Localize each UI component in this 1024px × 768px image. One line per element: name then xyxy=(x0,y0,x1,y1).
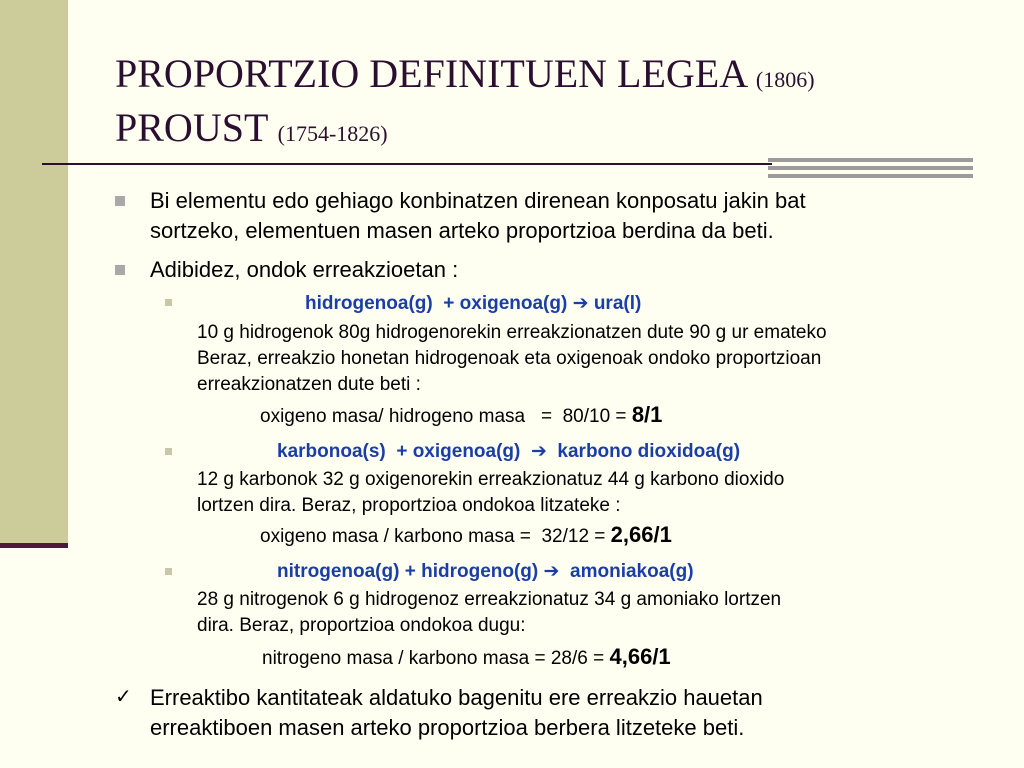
title-lifespan: (1754-1826) xyxy=(277,121,388,146)
definition-text: Bi elementu edo gehiago konbinatzen direnean konposatu jakin bat sortzeko, elementuen masen arteko proportzioa berdina da beti. xyxy=(150,188,806,243)
reaction-1-ratio: oxigeno masa/ hidrogeno masa = 80/10 = 8/1 xyxy=(260,402,663,427)
slide-title xyxy=(115,50,995,158)
reaction-2-equation: karbonoa(s) + oxigenoa(g) ➔ karbono dioxidoa(g) xyxy=(277,440,741,462)
check-mark-icon: ✓ xyxy=(115,686,132,708)
divider-stripes xyxy=(768,158,973,178)
arrow-icon: ➔ xyxy=(543,560,560,582)
conclusion-text: Erreaktibo kantitateak aldatuko bagenitu ere erreakzio hauetan erreaktiboen masen arteko proportzioa berbera litzeteke beti. xyxy=(150,685,763,740)
reaction-1-equation: hidrogenoa(g) + oxigenoa(g) ➔ ura(l) xyxy=(305,292,642,314)
left-decorative-band xyxy=(0,0,68,547)
ratio-result: 8/1 xyxy=(631,402,663,427)
reaction-1-line-2: Beraz, erreakzio honetan hidrogenoak eta oxigenoak ondoko proportzioan xyxy=(197,348,822,369)
reaction-3-line-1: 28 g nitrogenok 6 g hidrogenoz erreakzionatuz 34 g amoniako lortzen xyxy=(197,589,782,610)
arrow-icon: ➔ xyxy=(530,440,547,462)
reaction-3-equation: nitrogenoa(g) + hidrogeno(g) ➔ amoniakoa(g) xyxy=(277,560,694,582)
title-author: PROUST xyxy=(115,105,268,150)
reaction-3-ratio: nitrogeno masa / karbono masa = 28/6 = 4,66/1 xyxy=(262,644,671,669)
ratio-result: 4,66/1 xyxy=(609,644,671,669)
left-band-underline xyxy=(0,543,68,548)
arrow-icon: ➔ xyxy=(572,292,589,314)
ratio-result: 2,66/1 xyxy=(610,522,672,547)
reaction-3-line-2: dira. Beraz, proportzioa ondokoa dugu: xyxy=(197,615,526,636)
sub-bullet xyxy=(165,448,172,455)
sub-bullet xyxy=(165,299,172,306)
bullet-square xyxy=(115,196,125,206)
reaction-2-line-1: 12 g karbonok 32 g oxigenorekin erreakzionatuz 44 g karbono dioxido xyxy=(197,469,785,490)
reaction-1-line-3: erreakzionatzen dute beti : xyxy=(197,374,421,395)
title-year: (1806) xyxy=(755,67,815,92)
reaction-2-ratio: oxigeno masa / karbono masa = 32/12 = 2,66/1 xyxy=(260,522,672,547)
reaction-2-line-2: lortzen dira. Beraz, proportzioa ondokoa litzateke : xyxy=(197,495,621,516)
title-divider xyxy=(42,163,772,165)
bullet-square xyxy=(115,265,125,275)
sub-bullet xyxy=(165,568,172,575)
example-intro: Adibidez, ondok erreakzioetan : xyxy=(150,257,459,282)
title-main: PROPORTZIO DEFINITUEN LEGEA xyxy=(115,51,746,96)
reaction-1-line-1: 10 g hidrogenok 80g hidrogenorekin erreakzionatzen dute 90 g ur emateko xyxy=(197,322,827,343)
